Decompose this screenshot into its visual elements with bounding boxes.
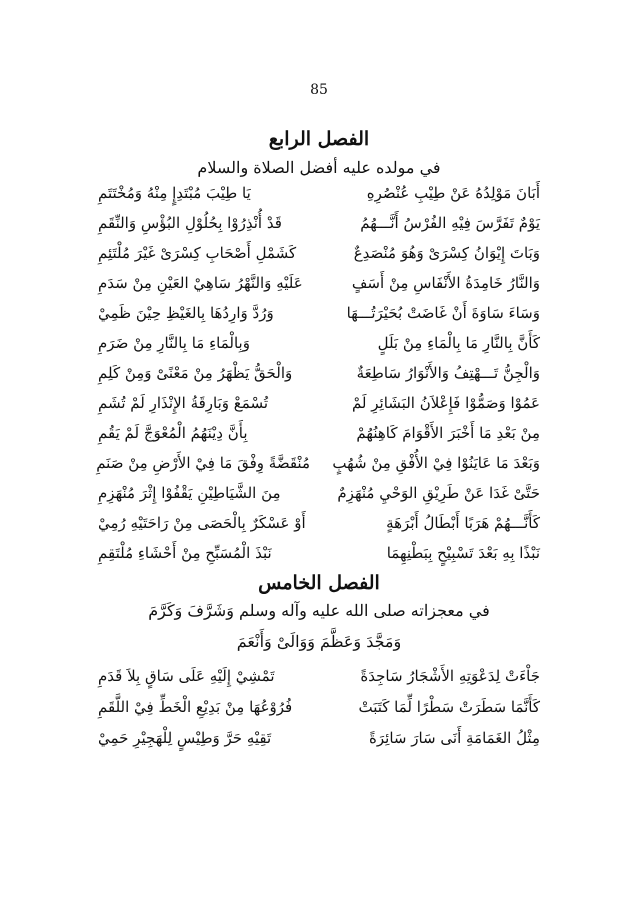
hemistich-second: بِأَنَّ دِيْنَهُمُ الْمُعْوَجَّ لَمْ يَقُمِ bbox=[98, 424, 248, 442]
verse-3 bbox=[98, 238, 540, 268]
hemistich-first: وَبَاتَ إِيْوَانُ كِسْرَىْ وَهُوَ مُنْصَدِعٌ bbox=[353, 244, 540, 262]
verse-4 bbox=[98, 268, 540, 298]
hemistich-second: تَمْشِيْ إِلَيْهِ عَلَى سَاقٍ بِلاَ قَدَمِ bbox=[98, 667, 275, 685]
hemistich-first: نَبْذًا بِهِ بَعْدَ تَسْبِيْحٍ بِبَطْنِهِمَا bbox=[386, 544, 540, 562]
hemistich-first: كَأَنَّ بِالنَّارِ مَا بِالْمَاءِ مِنْ بَلَلٍ bbox=[377, 334, 540, 352]
hemistich-second: تَقِيْهِ حَرَّ وَطِيْسٍ لِلْهَجِيْرِ حَمِيْ bbox=[98, 729, 272, 747]
hemistich-first: كَأَنَّمَا سَطَرَتْ سَطْرًا لِّمَا كَتَبَتْ bbox=[358, 698, 540, 716]
hemistich-first: جَاْءَتْ لِدَعْوَتِهِ الأَشْجَارُ سَاجِدَةً bbox=[360, 667, 540, 685]
verse-9 bbox=[98, 418, 540, 448]
hemistich-first: مِثْلُ الغَمَامَةِ أَنَى سَارَ سَائِرَةً bbox=[369, 729, 540, 747]
hemistich-second: قَدْ أُنْذِرُوْا بِحُلُوْلِ البُؤْسِ وَالنِّقَمِ bbox=[98, 214, 282, 232]
verse-5 bbox=[98, 298, 540, 328]
verse-8 bbox=[98, 388, 540, 418]
page-number: 85 bbox=[310, 82, 328, 98]
hemistich-first: كَأَنَّـــهُمْ هَرَبًا أَبْطَالُ أَبْرَهَةٍ bbox=[386, 514, 540, 532]
verse-6 bbox=[98, 328, 540, 358]
hemistich-first: وَسَاءَ سَاوَةَ أَنْ غَاضَتْ بُحَيْرَتُـــهَا bbox=[346, 304, 540, 322]
hemistich-second: نَبْذَ الْمُسَبِّحِ مِنْ أَحْشَاءِ مُلْتَقِمِ bbox=[98, 544, 272, 562]
chapter5-subtitle-line1: في معجزاته صلى الله عليه وآله وسلم وَشَرَّفَ وَكَرَّمَ bbox=[148, 601, 490, 620]
hemistich-first: يَوْمٌ تَفَرَّسَ فِيْهِ الفُرْسُ أَنَّـــهُمُ bbox=[360, 214, 540, 232]
hemistich-second: تُسْمَعْ وَبَارِقَةُ الإِنْذَارِ لَمْ تُشَمِ bbox=[98, 394, 269, 412]
hemistich-second: يَا طِيْبَ مُبْتَدِإٍ مِنْهُ وَمُخْتَتَمِ bbox=[98, 184, 251, 202]
verse-1 bbox=[98, 178, 540, 208]
hemistich-second: عَلَيْهِ وَالنَّهْرُ سَاهِيْ العَيْنِ مِنْ سَدَمِ bbox=[98, 274, 303, 292]
verse-14 bbox=[98, 661, 540, 691]
hemistich-first: مِنْ بَعْدِ مَا أَخْبَرَ الأَقْوَامَ كَاهِنُهُمْ bbox=[356, 424, 540, 442]
chapter5-subtitle-line2: وَمَجَّدَ وَعَظَّمَ وَوَالَىْ وَأَنْعَمَ bbox=[236, 632, 402, 651]
hemistich-first: وَالْجِنُّ تَـــهْتِفُ وَالأَنْوَارُ سَاطِعَةٌ bbox=[356, 364, 540, 382]
chapter5-title: الفصل الخامس bbox=[258, 572, 380, 594]
hemistich-second: وَرُدَّ وَارِدُهَا بِالغَيْظِ حِيْنَ ظَمِيْ bbox=[98, 304, 274, 322]
hemistich-second: مِنَ الشَّيَاطِيْنِ يَقْفُوْا إِثْرَ مُنْهَزِمِ bbox=[98, 484, 281, 502]
hemistich-second: أَوْ عَسْكَرٌ بِالْحَصَى مِنْ رَاحَتَيْهِ رُمِيْ bbox=[98, 514, 306, 532]
hemistich-first: عَمُوْا وَصَمُّوْا فَإِعْلاَنُ البَشَائِرِ لَمْ bbox=[351, 394, 540, 412]
hemistich-second: وَبِالْمَاءِ مَا بِالنَّارِ مِنْ ضَرَمِ bbox=[98, 334, 250, 352]
hemistich-second: مُنْقَضَّةً وِفْقَ مَا فِيْ الأَرْضِ مِنْ صَنَمِ bbox=[96, 454, 310, 472]
chapter4-title: الفصل الرابع bbox=[268, 128, 370, 150]
verse-16 bbox=[98, 723, 540, 753]
chapter4-subtitle: في مولده عليه أفضل الصلاة والسلام bbox=[197, 158, 441, 177]
verse-7 bbox=[98, 358, 540, 388]
verse-15 bbox=[98, 692, 540, 722]
hemistich-second: وَالْحَقُّ يَظْهَرُ مِنْ مَعْنًىْ وَمِنْ كَلِمِ bbox=[98, 364, 293, 382]
hemistich-first: حَتَّىْ غَدَا عَنْ طَرِيْقِ الوَحْيِ مُنْهَزِمٌ bbox=[337, 484, 540, 502]
verse-11 bbox=[98, 478, 540, 508]
hemistich-second: فُرُوْعُهَا مِنْ بَدِيْعِ الْخَطِّ فِيْ اللَّقَمِ bbox=[98, 698, 293, 716]
verse-2 bbox=[98, 208, 540, 238]
hemistich-first: وَالنَّارُ خَامِدَةُ الأَنْفَاسِ مِنْ أَسَفٍ bbox=[351, 274, 540, 292]
verse-12 bbox=[98, 508, 540, 538]
hemistich-second: كَشَمْلِ أَصْحَابِ كِسْرَىْ غَيْرَ مُلْتَئِمِ bbox=[98, 244, 297, 262]
hemistich-first: وَبَعْدَ مَا عَايَنُوْا فِيْ الأُفْقِ مِنْ شُهُبٍ bbox=[332, 454, 540, 472]
verse-13 bbox=[98, 538, 540, 568]
hemistich-first: أَبَانَ مَوْلِدُهُ عَنْ طِيْبِ عُنْصُرِهِ bbox=[366, 184, 540, 202]
verse-10 bbox=[98, 448, 540, 478]
